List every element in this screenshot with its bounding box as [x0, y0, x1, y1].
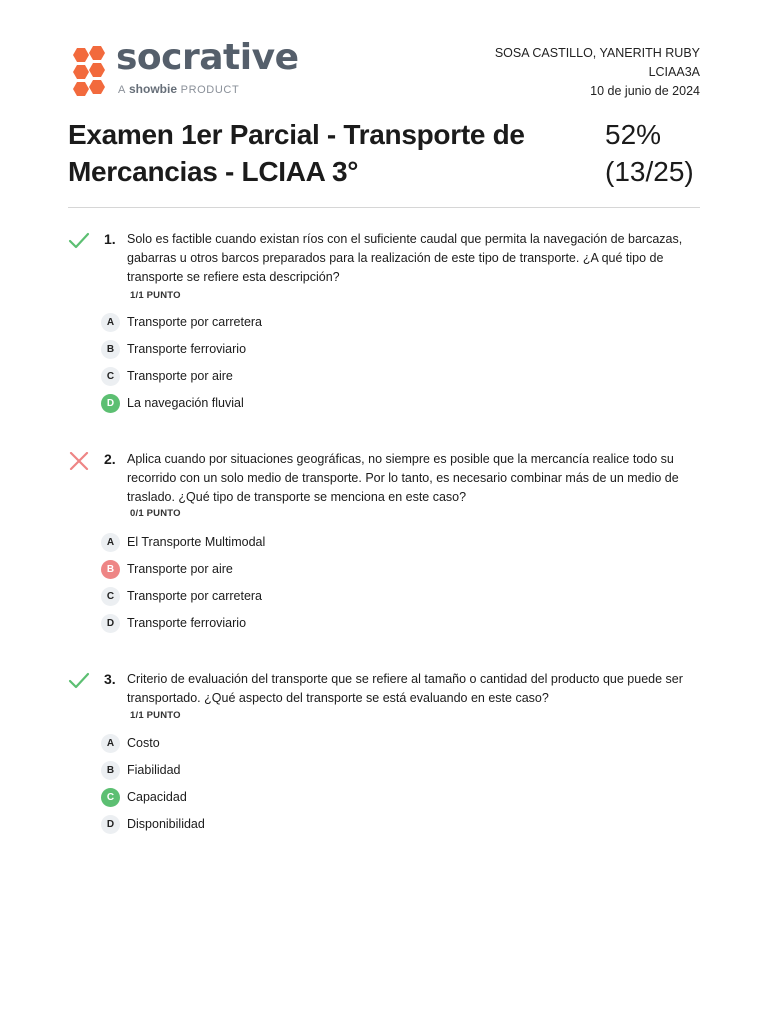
report-header [68, 37, 700, 102]
student-name: SOSA CASTILLO, YANERITH RUBY [494, 46, 700, 60]
answer-option [101, 815, 661, 842]
answer-option [101, 367, 661, 394]
answer-option [101, 340, 661, 367]
question-text: Aplica cuando por situaciones geográficas, no siempre es posible que la mercancía realice todo su recorrido con un solo medio de transporte. Por lo tanto, es necesario combinar más de un medio de traslado. ¿Qué tipo de transporte se menciona en este caso? [127, 452, 679, 504]
answer-option [101, 313, 661, 340]
question-text: Criterio de evaluación del transporte que se refiere al tamaño o cantidad del producto que puede ser transportado. ¿Qué aspecto del transporte se está evaluando en este caso? [127, 672, 683, 705]
check-icon [68, 232, 90, 250]
option-label: Transporte por aire [127, 369, 233, 383]
exam-title: Examen 1er Parcial - Transporte de Mercancias - LCIAA 3° [68, 119, 525, 187]
option-letter-badge: D [101, 815, 120, 834]
question-1 [68, 230, 700, 420]
exam-date: 10 de junio de 2024 [590, 84, 700, 98]
option-letter-badge: D [101, 394, 120, 413]
answer-option [101, 734, 661, 761]
question-number: 2. [104, 451, 116, 467]
option-label: Transporte por carretera [127, 315, 263, 329]
option-letter-badge: C [101, 367, 120, 386]
answer-option [101, 533, 661, 560]
question-3 [68, 670, 700, 840]
option-label: Transporte por aire [127, 562, 233, 576]
answer-options [101, 533, 661, 641]
question-points: 1/1 PUNTO [130, 290, 181, 301]
student-group: LCIAA3A [648, 65, 700, 79]
socrative-logo [68, 37, 308, 98]
answer-options [101, 313, 661, 421]
exam-title-block [68, 116, 700, 196]
question-text: Solo es factible cuando existan ríos con el suficiente caudal que permita la navegación de barcazas, gabarras u otros barcos preparados para la realización de este tipo de transporte. ¿A qué tipo de transporte se refiere esta descripción? [127, 232, 683, 284]
hexagon-logo-icon [68, 44, 108, 96]
option-letter-badge: A [101, 313, 120, 332]
answer-option [101, 614, 661, 641]
header-divider [68, 207, 700, 208]
logo-wordmark: socrative [116, 37, 299, 78]
answer-option [101, 587, 661, 614]
question-points: 1/1 PUNTO [130, 710, 181, 721]
answer-option-selected-correct [101, 788, 661, 815]
option-label: Disponibilidad [127, 817, 205, 831]
option-label: Capacidad [127, 790, 187, 804]
question-points: 0/1 PUNTO [130, 508, 181, 519]
option-label: Fiabilidad [127, 763, 181, 777]
option-letter-badge: D [101, 614, 120, 633]
option-label: El Transporte Multimodal [127, 535, 266, 549]
score-fraction: (13/25) [605, 156, 694, 187]
answer-option [101, 761, 661, 788]
option-label: Transporte ferroviario [127, 342, 247, 356]
question-number: 1. [104, 231, 116, 247]
score-percent: 52% [605, 119, 662, 150]
option-letter-badge: B [101, 761, 120, 780]
answer-option-selected-wrong [101, 560, 661, 587]
logo-tagline: A showbie PRODUCT [118, 82, 240, 96]
option-label: La navegación fluvial [127, 396, 244, 410]
check-icon [68, 672, 90, 690]
student-info [495, 44, 700, 101]
answer-option-selected-correct [101, 394, 661, 421]
option-letter-badge: C [101, 587, 120, 606]
question-number: 3. [104, 671, 116, 687]
cross-icon [68, 452, 90, 470]
option-label: Transporte ferroviario [127, 616, 247, 630]
option-letter-badge: C [101, 788, 120, 807]
answer-options [101, 734, 661, 842]
exam-score [605, 116, 694, 190]
option-letter-badge: B [101, 340, 120, 359]
option-label: Costo [127, 736, 160, 750]
option-letter-badge: A [101, 533, 120, 552]
option-label: Transporte por carretera [127, 589, 263, 603]
option-letter-badge: A [101, 734, 120, 753]
question-2 [68, 450, 700, 640]
option-letter-badge: B [101, 560, 120, 579]
